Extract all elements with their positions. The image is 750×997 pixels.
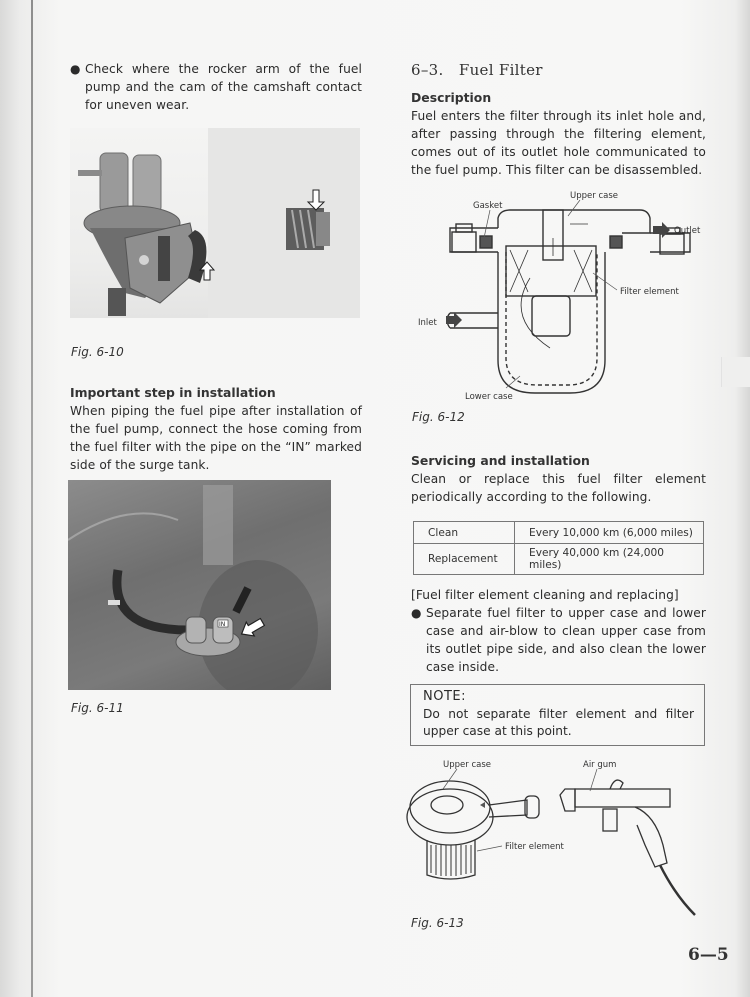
- left-column: [70, 60, 362, 114]
- servicing-section: [411, 452, 706, 506]
- fig-6-12-fuel-filter-diagram: [410, 188, 710, 403]
- label-filter-element-fig13: Filter element: [505, 842, 564, 852]
- note-title: NOTE:: [423, 689, 466, 704]
- label-inlet: Inlet: [418, 318, 437, 328]
- label-outlet: Outlet: [674, 226, 701, 236]
- description-heading: Description: [411, 90, 492, 105]
- operation-cell: Clean: [414, 522, 515, 544]
- fig-6-13-air-gun-cleaning-diagram: [405, 755, 715, 925]
- label-gasket: Gasket: [473, 201, 503, 211]
- fig-6-11-photo: [68, 480, 331, 690]
- description-text: Fuel enters the filter through its inlet hole and, after passing through the filtering element, comes out of its outlet hole communicated to the fuel pump. This filter can be disassembled.: [411, 109, 706, 177]
- label-upper-case: Upper case: [570, 191, 618, 201]
- label-filter-element: Filter element: [620, 287, 679, 297]
- fig-6-12-caption: Fig. 6-12: [412, 410, 465, 424]
- binding-edge: [31, 0, 33, 997]
- table-row: [414, 544, 704, 575]
- note-box: [410, 684, 705, 746]
- installation-text: When piping the fuel pipe after installation of the fuel pump, connect the hose coming from the fuel filter with the pipe on the “IN” marked side of the surge tank.: [70, 404, 362, 472]
- cleaning-bullet-text: Separate fuel filter to upper case and lower case and air-blow to clean upper case from its outlet pipe side, and also clean the lower case inside.: [426, 606, 706, 674]
- section-title: 6–3. Fuel Filter: [411, 61, 543, 79]
- servicing-text: Clean or replace this fuel filter element periodically according to the following.: [411, 472, 706, 504]
- in-mark-text: IN: [219, 621, 226, 628]
- service-schedule-table: [413, 521, 704, 575]
- fig-6-11-caption: Fig. 6-11: [71, 701, 124, 715]
- fig-6-10-caption: Fig. 6-10: [71, 345, 124, 359]
- cleaning-bullet-item: [411, 604, 706, 676]
- section-thumb-tab: [721, 357, 750, 387]
- table-row: [414, 522, 704, 544]
- note-text: Do not separate filter element and filter upper case at this point.: [423, 707, 694, 738]
- intro-bullet-item: [70, 60, 362, 114]
- label-lower-case: Lower case: [465, 392, 513, 402]
- cleaning-section: [411, 586, 706, 676]
- right-column: [411, 60, 706, 179]
- installation-heading: Important step in installation: [70, 385, 276, 400]
- bullet-icon: ●: [411, 606, 422, 620]
- installation-section: [70, 384, 362, 474]
- interval-cell: Every 10,000 km (6,000 miles): [515, 522, 704, 544]
- fig-6-13-caption: Fig. 6-13: [411, 916, 464, 930]
- fig-6-10-photo: [70, 128, 360, 318]
- interval-cell: Every 40,000 km (24,000 miles): [515, 544, 704, 575]
- label-upper-case-fig13: Upper case: [443, 760, 491, 770]
- operation-cell: Replacement: [414, 544, 515, 575]
- intro-bullet-text: Check where the rocker arm of the fuel pump and the cam of the camshaft contact for uneven wear.: [85, 62, 362, 112]
- bullet-icon: ●: [70, 62, 81, 76]
- fuel-pump-illustration: [70, 128, 360, 318]
- servicing-heading: Servicing and installation: [411, 453, 590, 468]
- cleaning-heading: [Fuel filter element cleaning and replacing]: [411, 588, 679, 602]
- page-number: 6—5: [688, 945, 729, 965]
- label-air-gun: Air gum: [583, 760, 617, 770]
- engine-bay-illustration: [68, 480, 331, 690]
